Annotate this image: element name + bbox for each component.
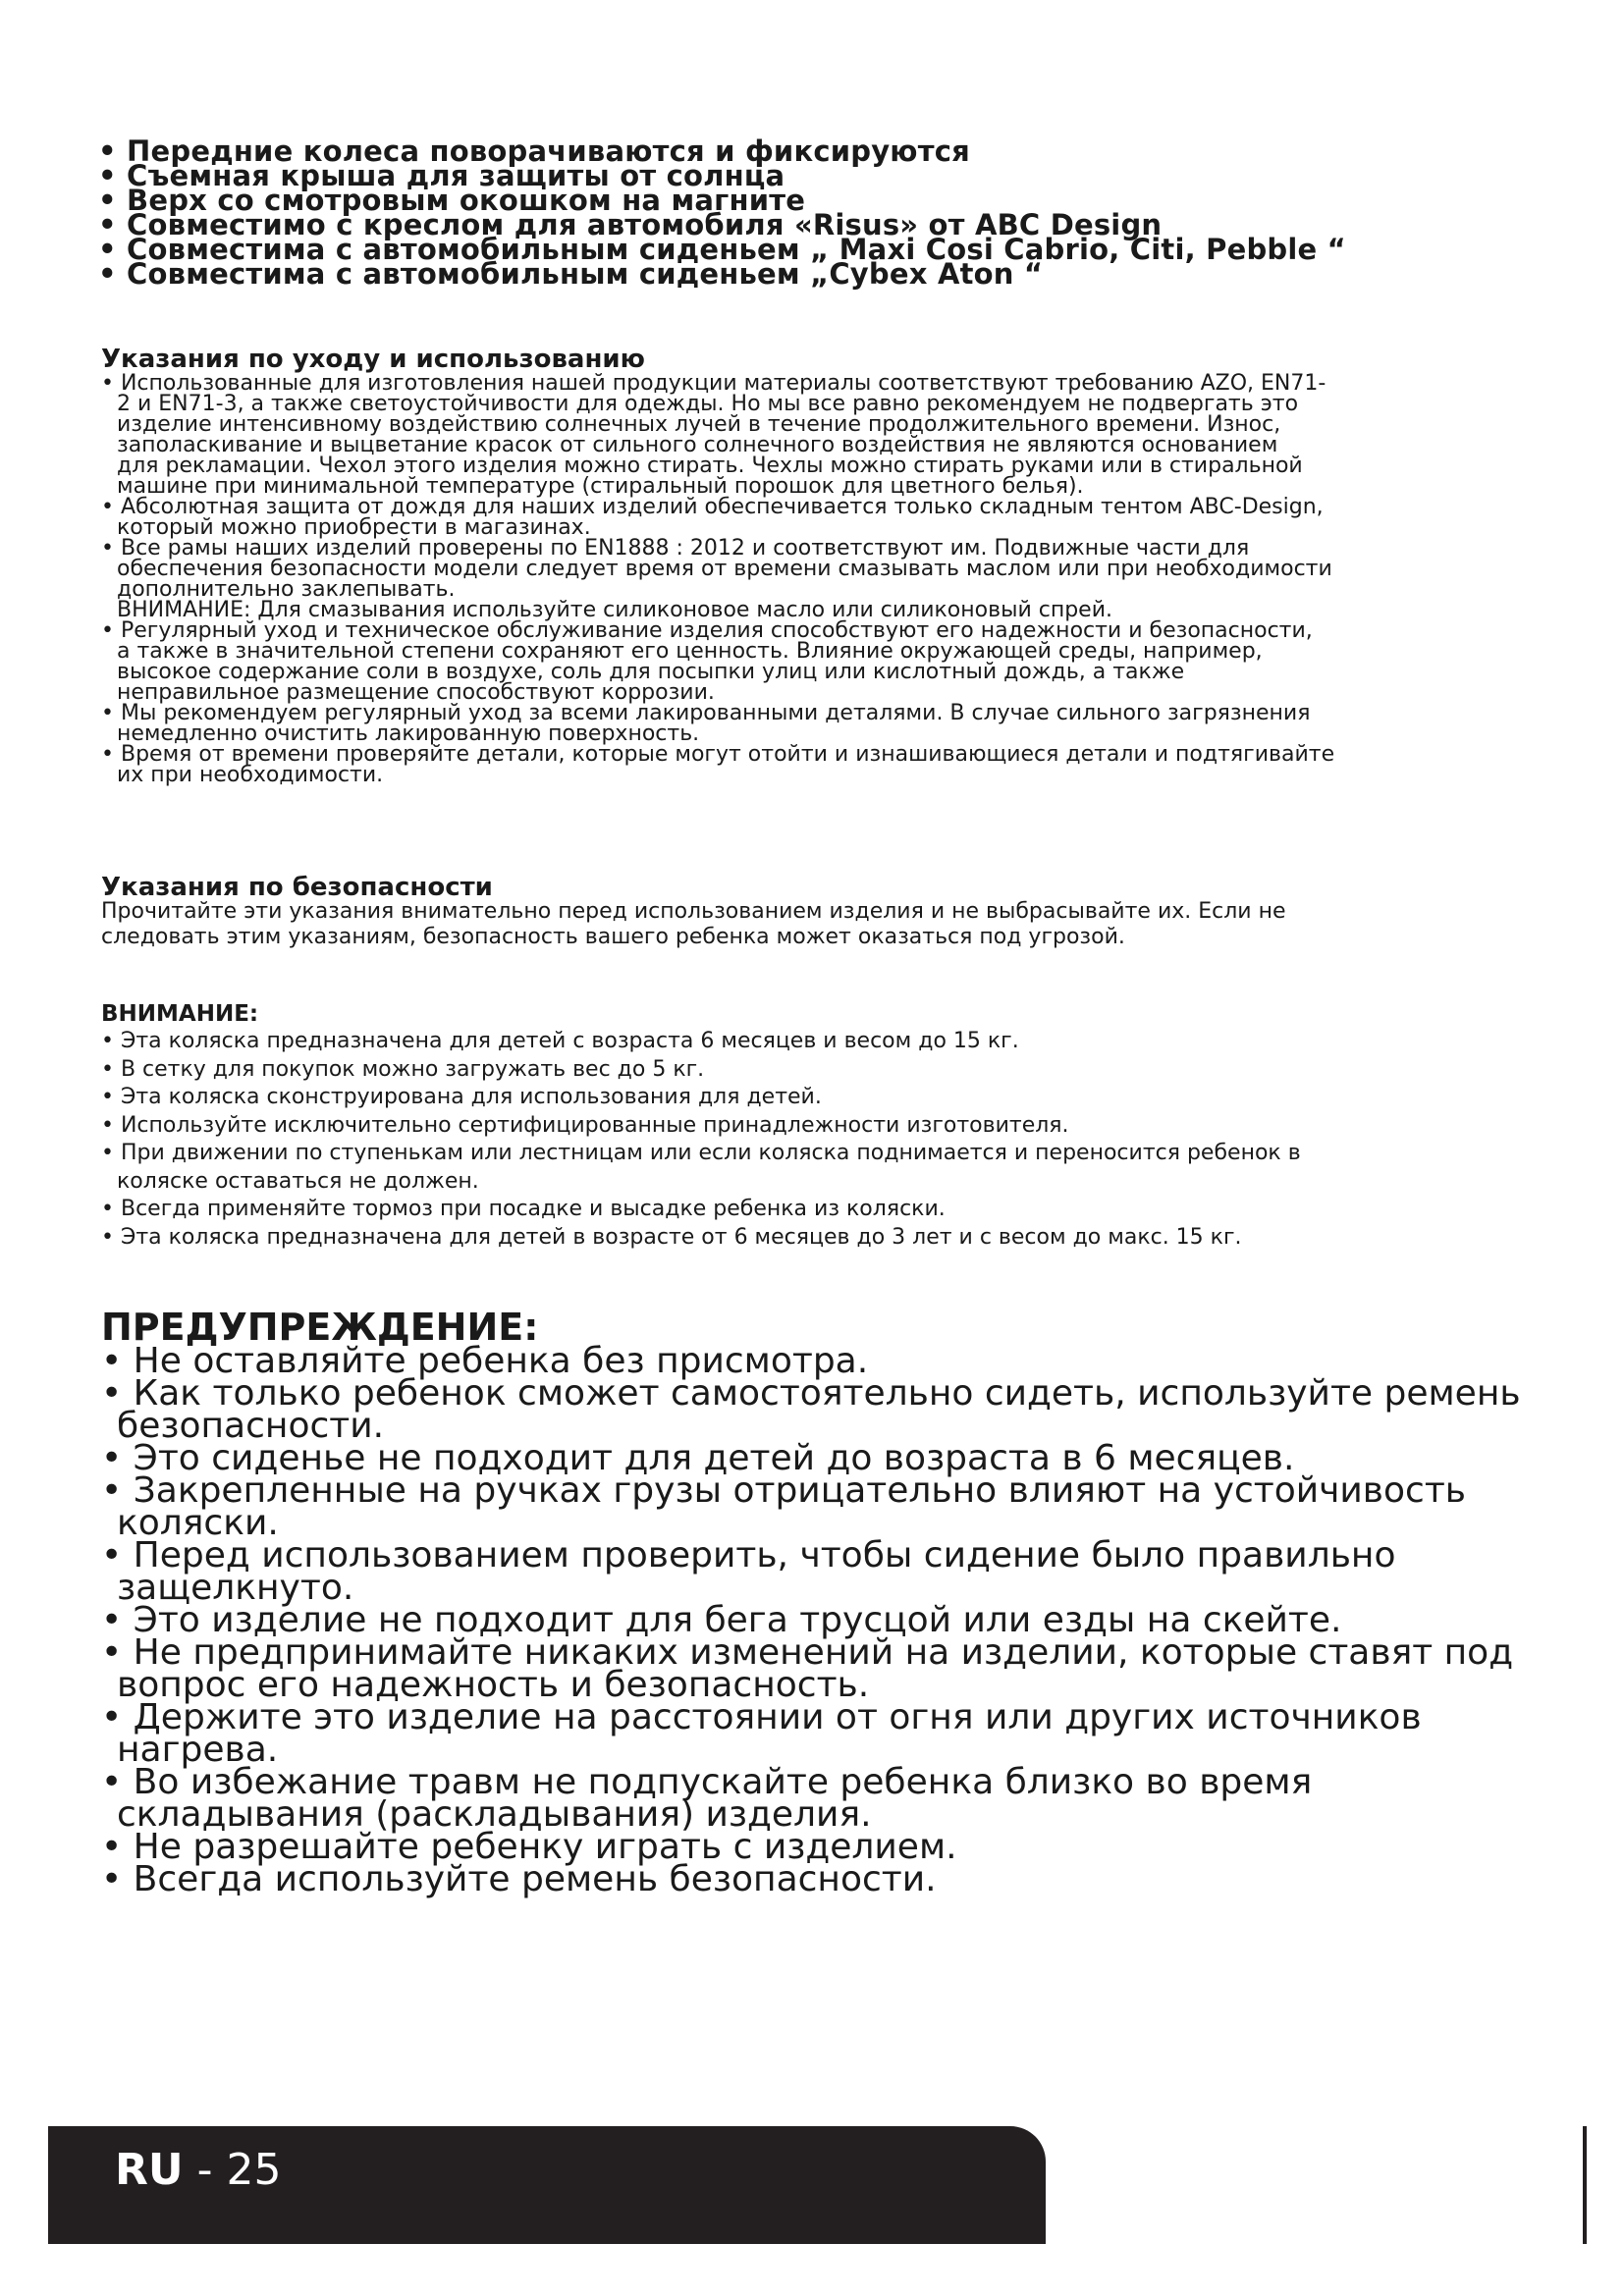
feature-item: • Передние колеса поворачиваются и фиксируются <box>98 134 970 168</box>
care-line: • Использованные для изготовления нашей продукции материалы соответствуют требованию AZO, EN71- <box>101 371 1326 396</box>
page-separator: - <box>183 2145 227 2195</box>
care-line: немедленно очистить лакированную поверхность. <box>117 721 700 746</box>
attention-line: • Эта коляска предназначена для детей с возраста 6 месяцев и весом до 15 кг. <box>101 1029 1019 1053</box>
warning-line: • Это изделие не подходит для бега трусцой или езды на скейте. <box>101 1600 1342 1640</box>
care-line: дополнительно заклепывать. <box>117 577 456 602</box>
care-line: который можно приобрести в магазинах. <box>117 515 591 540</box>
care-line: 2 и EN71-3, а также светоустойчивости для одежды. Но мы все равно рекомендуем не подвергать это <box>117 392 1299 416</box>
feature-list <box>98 134 1473 291</box>
language-code: RU <box>115 2145 184 2195</box>
care-section-title: Указания по уходу и использованию <box>101 345 645 374</box>
warning-line: • Не разрешайте ребенку играть с изделием. <box>101 1827 957 1867</box>
page-number-label <box>115 2146 281 2195</box>
attention-line: • При движении по ступенькам или лестницам или если коляска поднимается и переносится ребенок в <box>101 1141 1301 1165</box>
attention-line: • Всегда применяйте тормоз при посадке и высадке ребенка из коляски. <box>101 1197 946 1221</box>
warning-line: • Это сиденье не подходит для детей до возраста в 6 месяцев. <box>101 1438 1295 1478</box>
warning-line: вопрос его надежность и безопасность. <box>117 1665 870 1705</box>
care-line: • Время от времени проверяйте детали, которые могут отойти и изнашивающиеся детали и подтягивайте <box>101 742 1335 767</box>
warning-section-body <box>101 1341 1574 1899</box>
care-line: неправильное размещение способствуют коррозии. <box>117 680 715 705</box>
warning-line: • Перед использованием проверить, чтобы сидение было правильно <box>101 1535 1396 1575</box>
feature-item: • Верх со смотровым окошком на магните <box>98 184 806 217</box>
attention-section-title: ВНИМАНИЕ: <box>101 1001 259 1027</box>
care-section-body <box>101 373 1535 785</box>
page-edge-mark <box>1583 2126 1587 2244</box>
warning-line: • Закрепленные на ручках грузы отрицательно влияют на устойчивость <box>101 1470 1467 1511</box>
care-line: высокое содержание соли в воздухе, соль для посыпки улиц или кислотный дождь, а также <box>117 660 1185 684</box>
attention-line: • Используйте исключительно сертифицированные принадлежности изготовителя. <box>101 1112 1069 1138</box>
care-line: • Все рамы наших изделий проверены по EN1888 : 2012 и соответствуют им. Подвижные части для <box>101 536 1250 561</box>
attention-line: коляске оставаться не должен. <box>117 1168 479 1194</box>
care-line: ВНИМАНИЕ: Для смазывания используйте силиконовое масло или силиконовый спрей. <box>117 598 1113 622</box>
page-number: 25 <box>226 2145 282 2195</box>
care-line: • Мы рекомендуем регулярный уход за всеми лакированными деталями. В случае сильного загрязнения <box>101 701 1311 725</box>
care-line: изделие интенсивному воздействию солнечных лучей в течение продолжительного времени. Износ, <box>117 412 1281 437</box>
safety-line: Прочитайте эти указания внимательно перед использованием изделия и не выбрасывайте их. Если не <box>101 899 1286 924</box>
warning-line: безопасности. <box>117 1406 385 1446</box>
safety-line: следовать этим указаниям, безопасность вашего ребенка может оказаться под угрозой. <box>101 925 1125 949</box>
warning-line: • Всегда используйте ремень безопасности. <box>101 1859 937 1899</box>
attention-line: • Эта коляска предназначена для детей в возрасте от 6 месяцев до 3 лет и с весом до макс. 15 кг. <box>101 1224 1242 1250</box>
care-line: а также в значительной степени сохраняют его ценность. Влияние окружающей среды, например, <box>117 639 1263 664</box>
warning-line: складывания (раскладывания) изделия. <box>117 1794 872 1835</box>
attention-line: • Эта коляска сконструирована для использования для детей. <box>101 1085 822 1109</box>
feature-item: • Совместима с автомобильным сиденьем „Cybex Aton “ <box>98 257 1044 291</box>
feature-item: • Совместимо с креслом для автомобиля «Risus» от ABC Design <box>98 208 1163 241</box>
care-line: для рекламации. Чехол этого изделия можно стирать. Чехлы можно стирать руками или в стиральной <box>117 454 1303 478</box>
care-line: заполаскивание и выцветание красок от сильного солнечного воздействия не являются основанием <box>117 433 1278 457</box>
safety-section-title: Указания по безопасности <box>101 873 493 902</box>
warning-line: • Как только ребенок сможет самостоятельно сидеть, используйте ремень <box>101 1373 1521 1414</box>
warning-line: • Не оставляйте ребенка без присмотра. <box>101 1341 869 1381</box>
warning-line: защелкнуто. <box>117 1568 354 1608</box>
feature-item: • Совместима с автомобильным сиденьем „ Maxi Cosi Cabrio, Citi, Pebble “ <box>98 233 1346 266</box>
attention-section-body <box>101 1028 1535 1252</box>
feature-item: • Съемная крыша для защиты от солнца <box>98 159 785 192</box>
warning-line: коляски. <box>117 1503 279 1543</box>
warning-section-title: ПРЕДУПРЕЖДЕНИЕ: <box>101 1306 539 1349</box>
attention-line: • В сетку для покупок можно загружать вес до 5 кг. <box>101 1056 705 1082</box>
warning-line: • Не предпринимайте никаких изменений на изделии, которые ставят под <box>101 1632 1514 1673</box>
care-line: • Абсолютная защита от дождя для наших изделий обеспечивается только складным тентом ABC-Design, <box>101 495 1324 519</box>
care-line: обеспечения безопасности модели следует время от времени смазывать маслом или при необходимости <box>117 557 1332 581</box>
warning-line: • Держите это изделие на расстоянии от огня или других источников <box>101 1697 1422 1737</box>
warning-line: нагрева. <box>117 1730 279 1770</box>
care-line: их при необходимости. <box>117 763 384 787</box>
warning-line: • Во избежание травм не подпускайте ребенка близко во время <box>101 1762 1313 1802</box>
care-line: • Регулярный уход и техническое обслуживание изделия способствуют его надежности и безопасности, <box>101 618 1313 643</box>
safety-section-body <box>101 899 1535 950</box>
care-line: машине при минимальной температуре (стиральный порошок для цветного белья). <box>117 474 1084 499</box>
